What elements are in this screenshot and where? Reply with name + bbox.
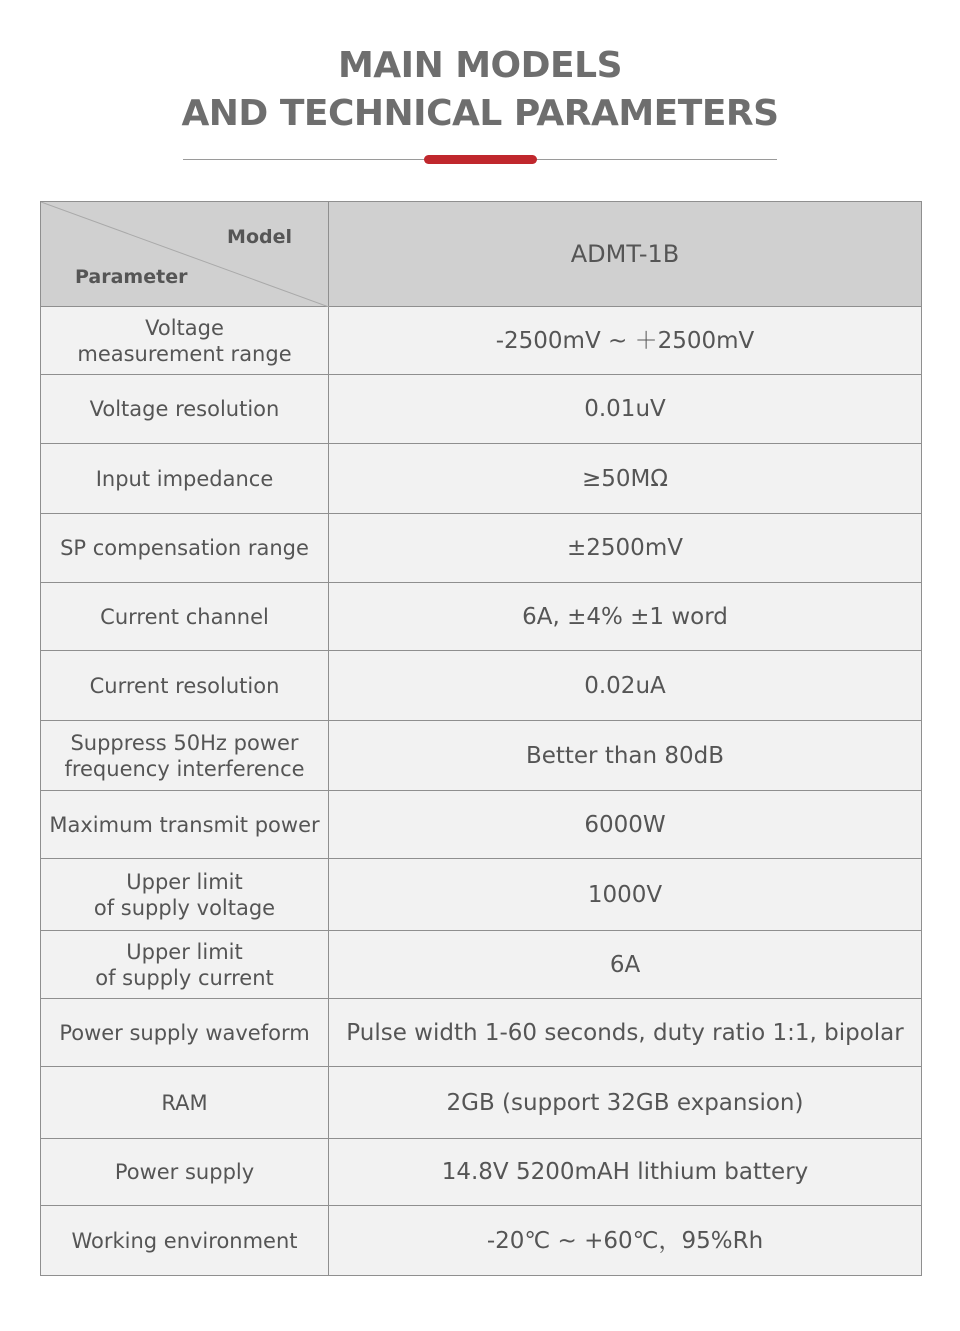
page-title <box>0 42 960 138</box>
value-cell: -2500mV ~ ＋2500mV <box>329 307 922 375</box>
parameter-label: Parameter <box>75 266 188 288</box>
value-cell: Pulse width 1-60 seconds, duty ratio 1:1, bipolar <box>329 999 922 1067</box>
param-cell: Current channel <box>41 583 329 651</box>
value-cell: 14.8V 5200mAH lithium battery <box>329 1139 922 1206</box>
title-line-2: AND TECHNICAL PARAMETERS <box>181 93 779 134</box>
param-line-2: measurement range <box>77 341 292 366</box>
param-cell: Working environment <box>41 1206 329 1276</box>
table-row <box>41 1067 922 1139</box>
value-cell: 6000W <box>329 791 922 859</box>
table-row <box>41 999 922 1067</box>
table-row <box>41 791 922 859</box>
value-cell: ≥50MΩ <box>329 444 922 514</box>
value-cell: 1000V <box>329 859 922 931</box>
model-name: ADMT-1B <box>329 202 922 307</box>
param-cell: RAM <box>41 1067 329 1139</box>
param-cell: Maximum transmit power <box>41 791 329 859</box>
param-line-1: Upper limit <box>126 939 243 964</box>
table-row <box>41 375 922 444</box>
value-cell: 6A, ±4% ±1 word <box>329 583 922 651</box>
value-cell: 0.02uA <box>329 651 922 721</box>
table-row <box>41 651 922 721</box>
title-line-1: MAIN MODELS <box>337 45 622 86</box>
param-cell: Input impedance <box>41 444 329 514</box>
table-row <box>41 583 922 651</box>
param-cell <box>41 721 329 791</box>
table-row <box>41 307 922 375</box>
param-line-2: of supply voltage <box>93 895 276 920</box>
table-row <box>41 514 922 583</box>
param-line-1: Upper limit <box>126 869 243 894</box>
spec-table <box>40 201 922 1276</box>
value-cell: Better than 80dB <box>329 721 922 791</box>
table-row <box>41 1206 922 1276</box>
param-line-1: Voltage <box>145 315 224 340</box>
table-row <box>41 1139 922 1206</box>
param-line-2: frequency interference <box>64 756 305 781</box>
table-row <box>41 444 922 514</box>
model-label: Model <box>227 226 292 248</box>
param-cell: SP compensation range <box>41 514 329 583</box>
param-cell: Current resolution <box>41 651 329 721</box>
param-line-2: of supply current <box>95 965 274 990</box>
value-cell: -20℃ ~ +60℃，95%Rh <box>329 1206 922 1276</box>
table-row <box>41 721 922 791</box>
param-cell <box>41 859 329 931</box>
header-corner-cell <box>41 202 329 307</box>
table-row <box>41 931 922 999</box>
value-cell: 0.01uV <box>329 375 922 444</box>
param-cell: Power supply waveform <box>41 999 329 1067</box>
diagonal-divider <box>41 202 329 307</box>
param-cell <box>41 931 329 999</box>
param-cell <box>41 307 329 375</box>
param-cell: Power supply <box>41 1139 329 1206</box>
value-cell: 6A <box>329 931 922 999</box>
param-cell: Voltage resolution <box>41 375 329 444</box>
value-cell: ±2500mV <box>329 514 922 583</box>
table-row <box>41 859 922 931</box>
title-divider-accent <box>424 155 537 164</box>
table-header-row <box>41 202 922 307</box>
value-cell: 2GB (support 32GB expansion) <box>329 1067 922 1139</box>
param-line-1: Suppress 50Hz power <box>70 730 299 755</box>
